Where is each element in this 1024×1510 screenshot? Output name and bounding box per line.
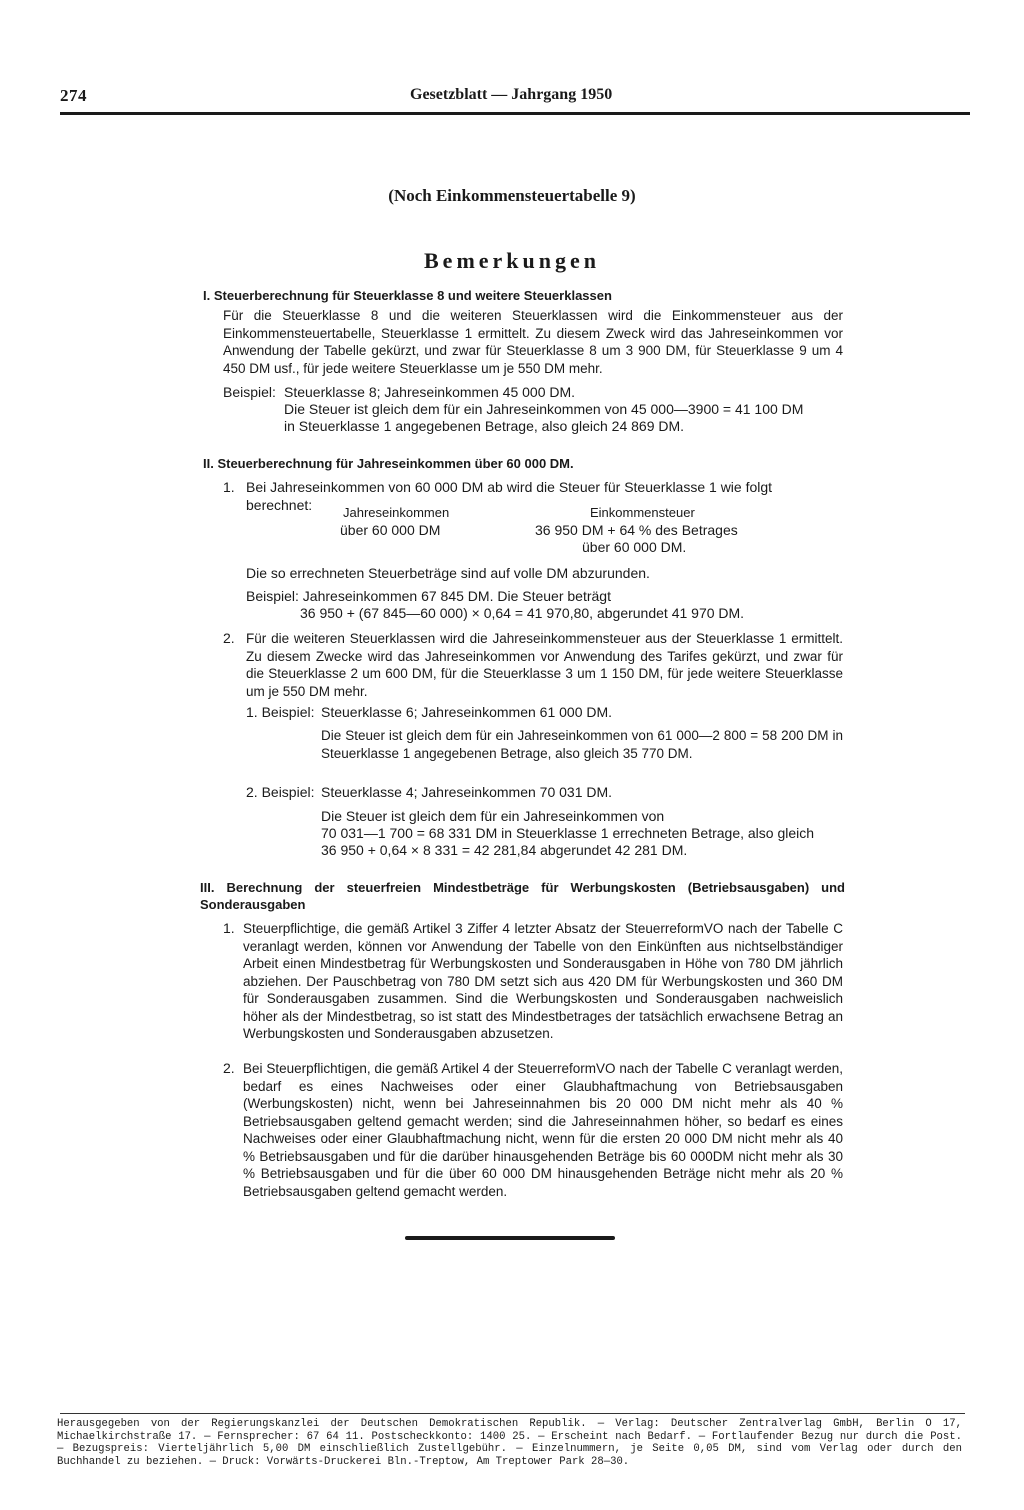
section-1-example-line: in Steuerklasse 1 angegebenen Betrage, also gleich 24 869 DM. xyxy=(284,418,685,434)
footer-rule xyxy=(60,1413,965,1414)
section-2-item-2-text: Für die weiteren Steuerklassen wird die Jahreseinkommensteuer aus der Steuerklasse 1 ermittelt. Zu diesem Zwecke wird das Jahreseinkommen vor Anwendung des Tarifes gekürzt, und zwar für die Steuerklasse 2 um 600 DM, für die Steuerklasse 3 um 1 150 DM, für jede weitere Steuerklasse um je 550 DM mehr. xyxy=(246,631,843,699)
example-2-label: 2. Beispiel: xyxy=(246,784,315,800)
tax-column-value: über 60 000 DM. xyxy=(582,539,687,555)
example-2-heading: Steuerklasse 4; Jahreseinkommen 70 031 DM. xyxy=(321,784,613,800)
income-column-value: über 60 000 DM xyxy=(340,522,441,538)
example-2-line: Die Steuer ist gleich dem für ein Jahreseinkommen von xyxy=(321,808,665,824)
section-2-example-line: Beispiel: Jahreseinkommen 67 845 DM. Die Steuer beträgt xyxy=(246,588,611,604)
income-column-header: Jahreseinkommen xyxy=(343,505,450,520)
example-2-line: 70 031—1 700 = 68 331 DM in Steuerklasse 1 errechneten Betrage, also gleich xyxy=(321,825,815,841)
section-2-item-1-line: Bei Jahreseinkommen von 60 000 DM ab wird die Steuer für Steuerklasse 1 wie folgt xyxy=(246,479,773,495)
remarks-heading: Bemerkungen xyxy=(424,248,600,273)
example-1-label: 1. Beispiel: xyxy=(246,704,315,720)
tax-column-value: 36 950 DM + 64 % des Betrages xyxy=(535,522,738,538)
section-3-item-2-text: Bei Steuerpflichtigen, die gemäß Artikel 4 der SteuerreformVO nach der Tabelle C veranlagt werden, bedarf es eines Nachweises oder einer Glaubhaftmachung von Betriebsausgaben (Werbungskosten) nicht, wenn bei Jahreseinnahmen bis 20 000 DM nicht mehr als 40 % Betriebsausgaben geltend gemacht werden; sind die Jahreseinnahmen höher, so bedarf es eines Nachweises oder einer Glaubhaftmachung nicht, wenn für die ersten 20 000 DM nicht mehr als 40 % Betriebsausgaben und für die darüber hinausgehenden Beträge bis 60 000DM nicht mehr als 30 % Betriebsausgaben und für die über 60 000 DM hinausgehenden Beträge nicht mehr als 20 % Betriebsausgaben geltend gemacht werden. xyxy=(243,1061,843,1199)
header-rule xyxy=(60,112,970,115)
section-1-title: I. Steuerberechnung für Steuerklasse 8 und weitere Steuerklassen xyxy=(203,288,612,303)
section-3-item-1-text: Steuerpflichtige, die gemäß Artikel 3 Ziffer 4 letzter Absatz der SteuerreformVO nach der Tabelle C veranlagt werden, können vor Anwendung der Tabelle von den Einkünften aus nichtselbständiger Arbeit einen Mindestbetrag für Werbungskosten und Sonderausgaben in Höhe von 780 DM jährlich abziehen. Der Pauschbetrag von 780 DM setzt sich aus 420 DM für Werbungskosten und 360 DM für Sonderausgaben zusammen. Sind die Werbungskosten und Sonderausgaben nachweislich höher als der Mindestbetrag, so ist statt des Mindestbetrages der tatsächlich erwachsene Betrag an Werbungskosten und Sonderausgaben abzusetzen. xyxy=(243,921,843,1041)
section-2-title: II. Steuerberechnung für Jahreseinkommen über 60 000 DM. xyxy=(203,456,574,471)
rounding-note: Die so errechneten Steuerbeträge sind auf volle DM abzurunden. xyxy=(246,565,650,581)
section-2-item-1-line: berechnet: xyxy=(246,497,313,513)
section-2-item-2-number: 2. xyxy=(223,630,235,646)
section-3-item-2-number: 2. xyxy=(223,1060,235,1076)
example-1-text: Die Steuer ist gleich dem für ein Jahreseinkommen von 61 000—2 800 = 58 200 DM in Steuerklasse 1 angegebenen Betrage, also gleich 35 770 DM. xyxy=(321,728,843,761)
tax-column-header: Einkommensteuer xyxy=(590,505,695,520)
running-title: Gesetzblatt — Jahrgang 1950 xyxy=(410,86,613,103)
section-1-example-line: Steuerklasse 8; Jahreseinkommen 45 000 DM. xyxy=(284,384,576,400)
section-1-example-label: Beispiel: xyxy=(223,384,276,400)
example-2-line: 36 950 + 0,64 × 8 331 = 42 281,84 abgerundet 42 281 DM. xyxy=(321,842,688,858)
section-2-example-line: 36 950 + (67 845—60 000) × 0,64 = 41 970,80, abgerundet 41 970 DM. xyxy=(300,605,745,621)
page-number: 274 xyxy=(60,86,87,105)
section-3-title: III. Berechnung der steuerfreien Mindestbeträge für Werbungskosten (Betriebsausgaben) und Sonderausgaben xyxy=(200,880,845,912)
section-1-text: Für die Steuerklasse 8 und die weiteren Steuerklassen wird die Einkommensteuer aus der Einkommensteuertabelle, Steuerklasse 1 ermittelt. Zu diesem Zweck wird das Jahreseinkommen vor Anwendung der Tabelle gekürzt, und zwar für Steuerklasse 8 um 3 900 DM, für Steuerklasse 9 um 4 450 DM usf., für jede weitere Steuerklasse um je 550 DM mehr. xyxy=(223,308,843,376)
publisher-imprint: Herausgegeben von der Regierungskanzlei der Deutschen Demokratischen Republik. — Verlag: Deutscher Zentralverlag GmbH, Berlin O 17, Michaelkirchstraße 17. — Fernsprecher: 67 64 11. Postscheckkonto: 1400 25. — Erscheint nach Bedarf. — Fortlaufender Bezug nur durch die Post. — Bezugspreis: Vierteljährlich 5,00 DM einschließlich Zustellgebühr. — Einzelnummern, je Seite 0,05 DM, sind vom Verlag oder durch den Buchhandel zu beziehen. — Druck: Vorwärts-Druckerei Bln.-Treptow, Am Treptower Park 28—30. xyxy=(57,1418,962,1468)
section-2-item-1-number: 1. xyxy=(223,479,235,495)
end-rule xyxy=(405,1236,615,1240)
table-continuation-subtitle: (Noch Einkommensteuertabelle 9) xyxy=(388,186,636,205)
section-1-example-line: Die Steuer ist gleich dem für ein Jahreseinkommen von 45 000—3900 = 41 100 DM xyxy=(284,401,804,417)
section-3-item-1-number: 1. xyxy=(223,920,235,936)
example-1-heading: Steuerklasse 6; Jahreseinkommen 61 000 DM. xyxy=(321,704,613,720)
